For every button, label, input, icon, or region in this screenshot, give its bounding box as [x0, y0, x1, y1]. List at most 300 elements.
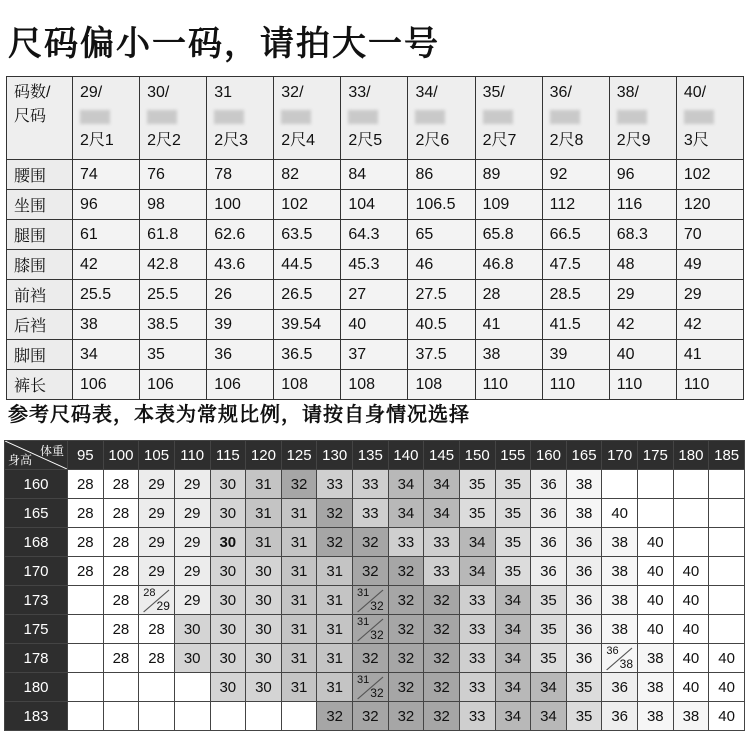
- size-code-label: 30/: [147, 84, 170, 101]
- weight-header-cell: 175: [638, 441, 674, 470]
- size-recommendation-cell: [103, 673, 139, 702]
- size-recommendation-cell: 35: [531, 644, 567, 673]
- size-value-cell: 28: [475, 280, 542, 310]
- size-value-cell: 49: [676, 250, 743, 280]
- size-value-cell: 40.5: [408, 310, 475, 340]
- height-label-cell: 180: [5, 673, 68, 702]
- weight-header-cell: 180: [673, 441, 709, 470]
- size-value-cell: 108: [274, 370, 341, 400]
- size-recommendation-cell: 36: [602, 702, 638, 731]
- size-recommendation-cell: 28: [103, 644, 139, 673]
- size-recommendation-cell: 28: [103, 528, 139, 557]
- size-recommendation-cell: 30: [246, 557, 282, 586]
- size-value-cell: 42: [73, 250, 140, 280]
- size-recommendation-cell: [103, 702, 139, 731]
- size-row: [7, 190, 744, 220]
- size-recommendation-cell: 35: [531, 615, 567, 644]
- size-row-label: 腰围: [7, 160, 73, 190]
- size-recommendation-cell: [638, 499, 674, 528]
- blurred-label: [348, 110, 378, 124]
- height-label-cell: 160: [5, 470, 68, 499]
- size-recommendation-cell: 34: [459, 557, 495, 586]
- size-recommendation-cell: 34: [495, 702, 531, 731]
- size-recommendation-cell: [709, 470, 745, 499]
- size-recommendation-cell: 29: [174, 586, 210, 615]
- size-recommendation-cell: [709, 557, 745, 586]
- size-recommendation-cell: 29: [139, 499, 175, 528]
- size-recommendation-cell: 34: [495, 644, 531, 673]
- size-recommendation-cell: 38: [673, 702, 709, 731]
- size-recommendation-cell: 40: [709, 644, 745, 673]
- weight-header-cell: 145: [424, 441, 460, 470]
- size-value-cell: 102: [274, 190, 341, 220]
- size-value-cell: 25.5: [140, 280, 207, 310]
- size-recommendation-cell: [139, 702, 175, 731]
- size-recommendation-cell: [709, 615, 745, 644]
- size-recommendation-cell: 32: [353, 702, 389, 731]
- size-recommendation-cell: 32: [353, 644, 389, 673]
- size-recommendation-cell: 30: [210, 528, 246, 557]
- size-recommendation-cell: 34: [424, 470, 460, 499]
- size-recommendation-cell: 31: [246, 470, 282, 499]
- size-value-cell: 110: [542, 370, 609, 400]
- size-row: [7, 280, 744, 310]
- weight-header-cell: 160: [531, 441, 567, 470]
- size-recommendation-cell: [210, 702, 246, 731]
- size-value-cell: 43.6: [207, 250, 274, 280]
- height-row: [5, 673, 745, 702]
- size-recommendation-cell: 31: [317, 673, 353, 702]
- size-recommendation-cell: 35: [531, 586, 567, 615]
- size-row-label: 裤长: [7, 370, 73, 400]
- size-value-cell: 41.5: [542, 310, 609, 340]
- size-value-cell: 106: [140, 370, 207, 400]
- size-waist-label: 2尺3: [214, 132, 248, 149]
- size-recommendation-cell: 30: [210, 470, 246, 499]
- blurred-label: [147, 110, 177, 124]
- size-value-cell: 36.5: [274, 340, 341, 370]
- height-label-cell: 178: [5, 644, 68, 673]
- size-recommendation-cell: 30: [174, 615, 210, 644]
- size-recommendation-cell: [638, 470, 674, 499]
- size-value-cell: 108: [341, 370, 408, 400]
- size-recommendation-cell: [174, 702, 210, 731]
- blurred-label: [550, 110, 580, 124]
- size-header-row: [7, 77, 744, 160]
- size-recommendation-cell: [68, 644, 104, 673]
- size-value-cell: 42.8: [140, 250, 207, 280]
- size-recommendation-cell: 31: [281, 673, 317, 702]
- size-recommendation-cell: 34: [388, 499, 424, 528]
- split-size-value: 31 32: [353, 586, 388, 614]
- size-recommendation-cell: 40: [673, 615, 709, 644]
- size-value-cell: 116: [609, 190, 676, 220]
- size-recommendation-cell: 28: [68, 557, 104, 586]
- size-row: [7, 370, 744, 400]
- size-recommendation-cell: 40: [602, 499, 638, 528]
- height-row: [5, 499, 745, 528]
- size-recommendation-cell: 33: [459, 673, 495, 702]
- blurred-label: [483, 110, 513, 124]
- weight-header-row: [5, 441, 745, 470]
- size-recommendation-cell: 36: [566, 644, 602, 673]
- size-value-cell: 39: [542, 340, 609, 370]
- size-value-cell: 65: [408, 220, 475, 250]
- size-recommendation-cell: 33: [353, 499, 389, 528]
- size-recommendation-cell: 30: [210, 644, 246, 673]
- height-row: [5, 702, 745, 731]
- size-value-cell: 29: [676, 280, 743, 310]
- size-recommendation-cell: 31: [281, 644, 317, 673]
- size-value-cell: 89: [475, 160, 542, 190]
- size-value-cell: 45.3: [341, 250, 408, 280]
- height-label-cell: 175: [5, 615, 68, 644]
- size-value-cell: 98: [140, 190, 207, 220]
- size-row-label: 膝围: [7, 250, 73, 280]
- size-corner-cell: [7, 77, 73, 160]
- size-recommendation-cell: 33: [459, 644, 495, 673]
- size-recommendation-cell: [68, 615, 104, 644]
- size-recommendation-cell: [68, 702, 104, 731]
- size-recommendation-cell: [709, 586, 745, 615]
- size-value-cell: 65.8: [475, 220, 542, 250]
- size-value-cell: 46.8: [475, 250, 542, 280]
- size-recommendation-cell: 32: [353, 528, 389, 557]
- size-recommendation-cell: 35: [566, 673, 602, 702]
- size-recommendation-cell: 28: [139, 615, 175, 644]
- size-recommendation-cell: 30: [210, 586, 246, 615]
- size-recommendation-cell: 32: [424, 586, 460, 615]
- size-value-cell: 41: [676, 340, 743, 370]
- size-row: [7, 160, 744, 190]
- size-value-cell: 44.5: [274, 250, 341, 280]
- size-recommendation-cell: 28: [103, 557, 139, 586]
- size-value-cell: 61.8: [140, 220, 207, 250]
- size-value-cell: 96: [609, 160, 676, 190]
- weight-header-cell: 125: [281, 441, 317, 470]
- weight-axis-label: 体重: [39, 444, 64, 458]
- corner-label-size: 尺码: [14, 108, 47, 125]
- size-recommendation-cell: 32: [424, 615, 460, 644]
- size-recommendation-cell: [673, 528, 709, 557]
- size-value-cell: 102: [676, 160, 743, 190]
- size-value-cell: 47.5: [542, 250, 609, 280]
- size-recommendation-cell: 40: [638, 528, 674, 557]
- size-recommendation-cell: 40: [638, 557, 674, 586]
- size-recommendation-cell: 30: [174, 644, 210, 673]
- size-code-label: 31: [214, 84, 232, 101]
- size-recommendation-cell: 32: [424, 644, 460, 673]
- size-recommendation-cell: 35: [495, 557, 531, 586]
- size-value-cell: 38: [73, 310, 140, 340]
- weight-header-cell: 170: [602, 441, 638, 470]
- weight-header-cell: 120: [246, 441, 282, 470]
- size-row-label: 脚围: [7, 340, 73, 370]
- size-code-label: 34/: [415, 84, 438, 101]
- size-recommendation-cell: 28: [139, 644, 175, 673]
- size-row-label: 腿围: [7, 220, 73, 250]
- size-recommendation-cell: 40: [673, 673, 709, 702]
- size-code-label: 38/: [616, 84, 639, 101]
- size-recommendation-cell: 31: [281, 528, 317, 557]
- weight-header-cell: 140: [388, 441, 424, 470]
- size-recommendation-cell: 33: [459, 615, 495, 644]
- size-header-cell: [73, 77, 140, 160]
- size-value-cell: 64.3: [341, 220, 408, 250]
- size-value-cell: 37: [341, 340, 408, 370]
- size-waist-label: 2尺4: [281, 132, 316, 149]
- size-recommendation-cell: 34: [424, 499, 460, 528]
- split-size-value: 31 32: [353, 615, 388, 643]
- size-recommendation-cell: 30: [210, 615, 246, 644]
- size-recommendation-cell: 32: [388, 557, 424, 586]
- size-row: [7, 220, 744, 250]
- height-label-cell: 183: [5, 702, 68, 731]
- size-value-cell: 37.5: [408, 340, 475, 370]
- size-recommendation-cell: 38: [602, 557, 638, 586]
- size-row: [7, 310, 744, 340]
- weight-header-cell: 155: [495, 441, 531, 470]
- size-recommendation-cell: 36: [531, 528, 567, 557]
- page-title: 尺码偏小一码，请拍大一号: [8, 24, 440, 64]
- blurred-label: [214, 110, 244, 124]
- size-recommendation-cell: 31: [281, 586, 317, 615]
- size-recommendation-cell: [139, 673, 175, 702]
- size-waist-label: 2尺6: [415, 132, 450, 149]
- size-recommendation-cell: 33: [424, 528, 460, 557]
- size-value-cell: 82: [274, 160, 341, 190]
- size-value-cell: 36: [207, 340, 274, 370]
- size-value-cell: 35: [140, 340, 207, 370]
- size-recommendation-cell: 36: [531, 557, 567, 586]
- size-recommendation-cell: 35: [459, 470, 495, 499]
- size-header-cell: [542, 77, 609, 160]
- size-recommendation-cell: [353, 673, 389, 702]
- size-recommendation-cell: 38: [566, 499, 602, 528]
- size-header-cell: [676, 77, 743, 160]
- height-row: [5, 586, 745, 615]
- size-value-cell: 48: [609, 250, 676, 280]
- size-recommendation-cell: [709, 528, 745, 557]
- size-value-cell: 28.5: [542, 280, 609, 310]
- size-recommendation-cell: 35: [459, 499, 495, 528]
- size-value-cell: 38: [475, 340, 542, 370]
- weight-header-cell: 185: [709, 441, 745, 470]
- size-recommendation-cell: 31: [246, 528, 282, 557]
- weight-header-cell: 150: [459, 441, 495, 470]
- size-recommendation-cell: 30: [210, 557, 246, 586]
- height-label-cell: 170: [5, 557, 68, 586]
- size-row-label: 后裆: [7, 310, 73, 340]
- size-value-cell: 76: [140, 160, 207, 190]
- size-value-cell: 38.5: [140, 310, 207, 340]
- size-recommendation-cell: 28: [103, 586, 139, 615]
- size-recommendation-cell: 31: [281, 557, 317, 586]
- size-recommendation-cell: 29: [139, 470, 175, 499]
- size-recommendation-cell: 32: [388, 644, 424, 673]
- size-recommendation-cell: 32: [353, 557, 389, 586]
- size-recommendation-cell: 28: [68, 528, 104, 557]
- size-value-cell: 96: [73, 190, 140, 220]
- size-recommendation-cell: 36: [531, 499, 567, 528]
- size-recommendation-cell: 36: [531, 470, 567, 499]
- weight-header-cell: 110: [174, 441, 210, 470]
- blurred-label: [415, 110, 445, 124]
- size-recommendation-cell: 38: [566, 470, 602, 499]
- size-header-cell: [341, 77, 408, 160]
- size-recommendation-cell: 30: [246, 615, 282, 644]
- size-value-cell: 70: [676, 220, 743, 250]
- height-row: [5, 557, 745, 586]
- size-recommendation-cell: 32: [317, 702, 353, 731]
- size-recommendation-cell: [68, 586, 104, 615]
- height-axis-label: 身高: [8, 453, 33, 467]
- size-recommendation-cell: [281, 702, 317, 731]
- reference-subtitle: 参考尺码表，本表为常规比例，请按自身情况选择: [8, 402, 470, 426]
- size-value-cell: 42: [676, 310, 743, 340]
- size-header-cell: [609, 77, 676, 160]
- size-recommendation-cell: 38: [638, 644, 674, 673]
- size-recommendation-cell: 29: [174, 528, 210, 557]
- size-recommendation-cell: 28: [103, 470, 139, 499]
- size-recommendation-cell: 32: [317, 528, 353, 557]
- size-recommendation-cell: 34: [531, 673, 567, 702]
- size-recommendation-cell: 32: [388, 615, 424, 644]
- height-row: [5, 615, 745, 644]
- size-recommendation-cell: 38: [602, 528, 638, 557]
- weight-corner-cell: [5, 441, 68, 470]
- size-recommendation-cell: 34: [495, 615, 531, 644]
- size-recommendation-cell: [68, 673, 104, 702]
- size-recommendation-cell: 34: [531, 702, 567, 731]
- size-recommendation-cell: 40: [709, 673, 745, 702]
- size-recommendation-cell: 31: [317, 644, 353, 673]
- size-value-cell: 27.5: [408, 280, 475, 310]
- size-recommendation-cell: 38: [638, 673, 674, 702]
- size-recommendation-cell: 40: [673, 557, 709, 586]
- size-recommendation-cell: 33: [424, 557, 460, 586]
- height-label-cell: 168: [5, 528, 68, 557]
- size-recommendation-cell: 29: [174, 557, 210, 586]
- size-value-cell: 109: [475, 190, 542, 220]
- size-value-cell: 26: [207, 280, 274, 310]
- size-value-cell: 27: [341, 280, 408, 310]
- size-value-cell: 63.5: [274, 220, 341, 250]
- size-recommendation-cell: 29: [174, 499, 210, 528]
- size-value-cell: 40: [341, 310, 408, 340]
- size-recommendation-cell: 32: [424, 673, 460, 702]
- size-recommendation-cell: 30: [246, 586, 282, 615]
- size-value-cell: 66.5: [542, 220, 609, 250]
- size-recommendation-cell: 35: [495, 528, 531, 557]
- size-recommendation-cell: 36: [566, 615, 602, 644]
- size-value-cell: 46: [408, 250, 475, 280]
- size-row: [7, 250, 744, 280]
- size-recommendation-cell: 40: [638, 615, 674, 644]
- size-value-cell: 110: [475, 370, 542, 400]
- size-recommendation-cell: [246, 702, 282, 731]
- size-waist-label: 2尺8: [549, 132, 584, 149]
- size-value-cell: 110: [676, 370, 743, 400]
- size-recommendation-cell: [602, 470, 638, 499]
- size-value-cell: 108: [408, 370, 475, 400]
- size-recommendation-cell: 32: [388, 673, 424, 702]
- size-value-cell: 106.5: [408, 190, 475, 220]
- size-recommendation-cell: 36: [602, 673, 638, 702]
- size-recommendation-cell: 29: [139, 528, 175, 557]
- size-recommendation-cell: 32: [281, 470, 317, 499]
- size-recommendation-cell: 31: [281, 499, 317, 528]
- size-recommendation-cell: 30: [246, 673, 282, 702]
- size-recommendation-cell: 34: [495, 586, 531, 615]
- size-recommendation-cell: 31: [317, 615, 353, 644]
- weight-height-size-table: [4, 440, 745, 731]
- size-recommendation-cell: 36: [566, 528, 602, 557]
- blurred-label: [617, 110, 647, 124]
- size-recommendation-cell: 33: [459, 586, 495, 615]
- size-value-cell: 92: [542, 160, 609, 190]
- weight-header-cell: 105: [139, 441, 175, 470]
- size-recommendation-cell: 28: [103, 499, 139, 528]
- size-header-cell: [408, 77, 475, 160]
- size-recommendation-cell: 40: [673, 644, 709, 673]
- size-row: [7, 340, 744, 370]
- size-recommendation-cell: 33: [353, 470, 389, 499]
- size-recommendation-cell: [139, 586, 175, 615]
- size-code-label: 35/: [482, 84, 505, 101]
- size-value-cell: 104: [341, 190, 408, 220]
- size-value-cell: 110: [609, 370, 676, 400]
- size-recommendation-cell: 34: [459, 528, 495, 557]
- split-size-value: 31 32: [353, 673, 388, 701]
- size-recommendation-cell: 40: [673, 586, 709, 615]
- size-value-cell: 84: [341, 160, 408, 190]
- blurred-label: [684, 110, 714, 124]
- size-code-label: 33/: [348, 84, 371, 101]
- size-recommendation-cell: [709, 499, 745, 528]
- size-recommendation-cell: 40: [638, 586, 674, 615]
- size-recommendation-cell: 32: [317, 499, 353, 528]
- size-row-label: 坐围: [7, 190, 73, 220]
- size-recommendation-cell: 32: [388, 586, 424, 615]
- size-recommendation-cell: 29: [139, 557, 175, 586]
- size-waist-label: 2尺7: [482, 132, 517, 149]
- size-value-cell: 106: [73, 370, 140, 400]
- blurred-label: [80, 110, 110, 124]
- size-recommendation-cell: 35: [495, 470, 531, 499]
- size-recommendation-cell: 28: [103, 615, 139, 644]
- height-row: [5, 470, 745, 499]
- size-value-cell: 39.54: [274, 310, 341, 340]
- corner-label-code: 码数/: [14, 84, 51, 101]
- size-code-label: 36/: [549, 84, 572, 101]
- size-recommendation-cell: 31: [317, 557, 353, 586]
- height-row: [5, 528, 745, 557]
- size-value-cell: 74: [73, 160, 140, 190]
- size-recommendation-cell: 35: [495, 499, 531, 528]
- size-header-cell: [207, 77, 274, 160]
- size-recommendation-cell: 34: [495, 673, 531, 702]
- height-row: [5, 644, 745, 673]
- split-size-value: 36 38: [602, 644, 637, 672]
- size-recommendation-cell: 28: [68, 499, 104, 528]
- size-recommendation-cell: [673, 470, 709, 499]
- size-header-cell: [475, 77, 542, 160]
- size-value-cell: 25.5: [73, 280, 140, 310]
- size-waist-label: 2尺1: [80, 132, 114, 149]
- height-label-cell: 165: [5, 499, 68, 528]
- size-value-cell: 68.3: [609, 220, 676, 250]
